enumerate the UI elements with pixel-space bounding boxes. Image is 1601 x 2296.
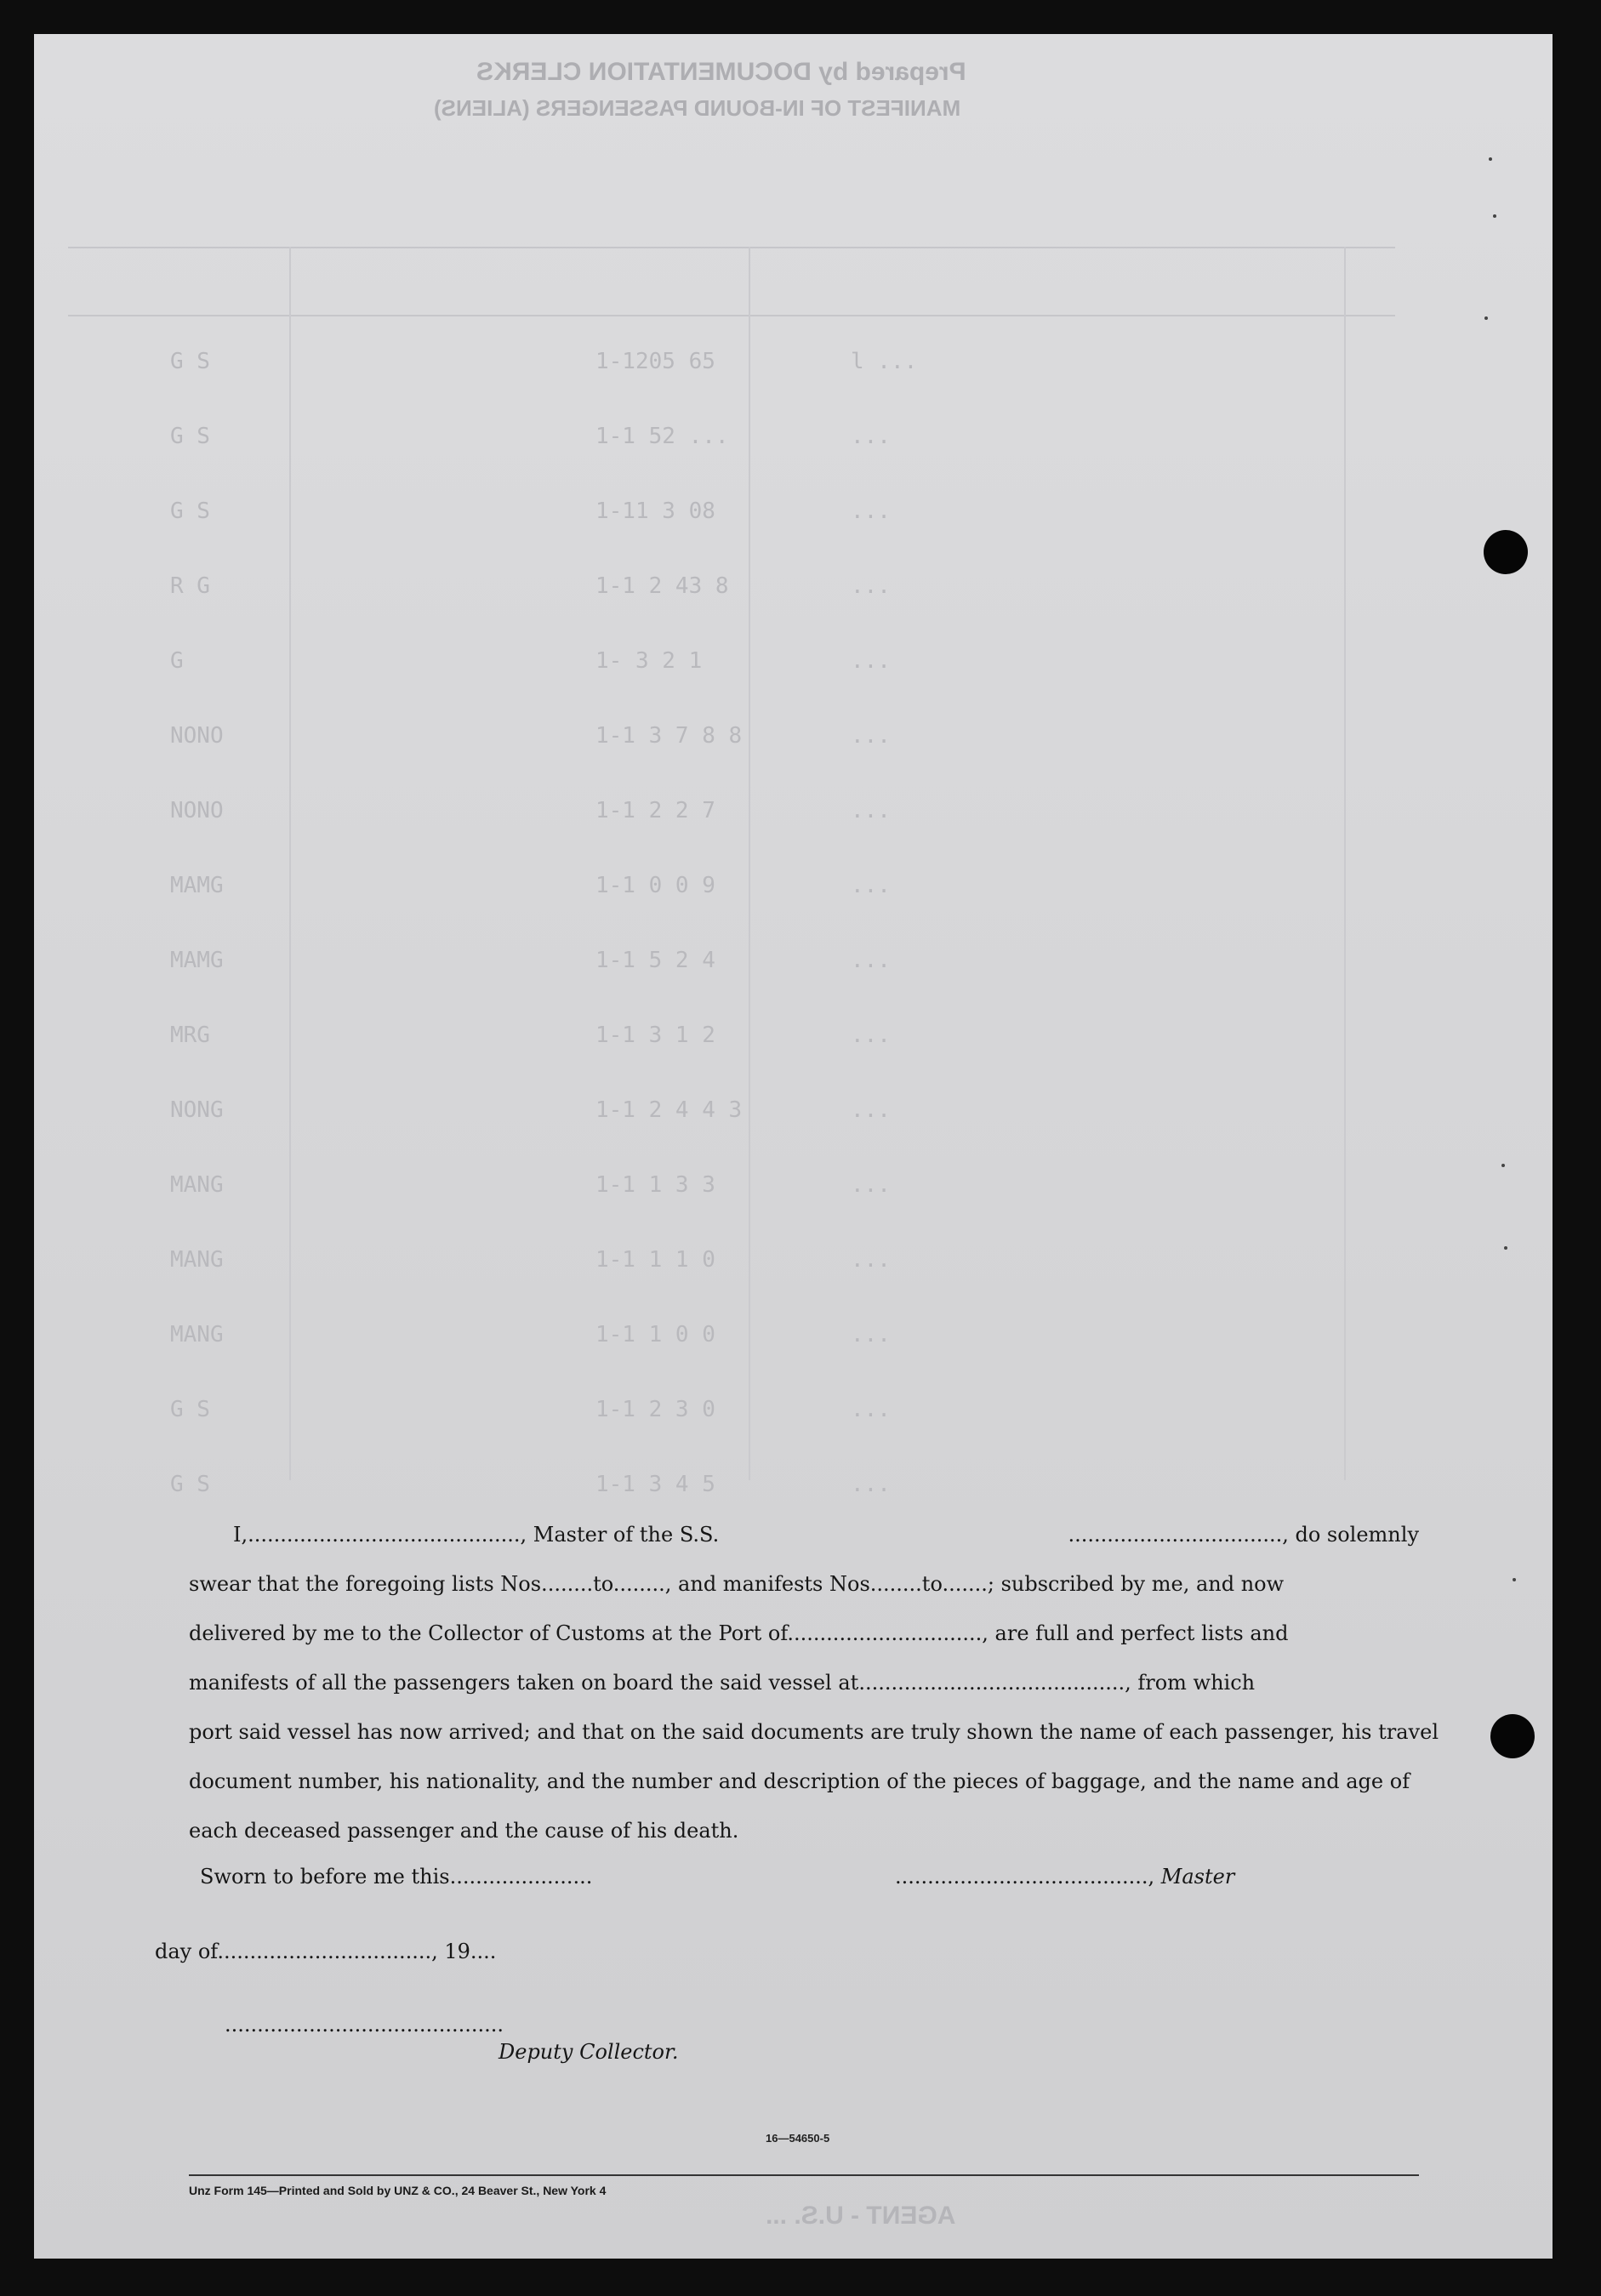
ghost-rule	[68, 315, 1395, 316]
bleed-cell: G	[170, 648, 184, 674]
bleed-cell: MANG	[170, 1172, 224, 1198]
oath-text: port said vessel has now arrived; and that on the said documents are truly shown the name of each passenger, his travel	[189, 1720, 1439, 1744]
bleed-cell: 1-1 2 4 4 3	[595, 1097, 743, 1123]
ghost-column-rule	[289, 247, 291, 1480]
speck	[1489, 157, 1492, 161]
bleed-cell: ...	[851, 424, 891, 449]
bleed-cell: 1- 3 2 1	[595, 648, 703, 674]
oath-block	[189, 1510, 1439, 1855]
bleed-cell: ...	[851, 573, 891, 599]
deputy-dots: ...........................................	[225, 2013, 504, 2037]
bleed-cell: ...	[851, 1247, 891, 1273]
manifest-page	[34, 34, 1553, 2259]
printer-imprint: Unz Form 145—Printed and Sold by UNZ & CO., 24 Beaver St., New York 4	[189, 2184, 607, 2197]
bleed-cell: ...	[851, 1172, 891, 1198]
bleed-cell: ...	[851, 499, 891, 524]
oath-line	[189, 1510, 1419, 1559]
speck	[1493, 214, 1496, 218]
bleed-cell: 1-11 3 08	[595, 499, 715, 524]
deputy-collector-label: Deputy Collector.	[499, 2040, 679, 2064]
day-of-line: day of................................., 19....	[155, 1940, 497, 1963]
speck	[1484, 316, 1488, 320]
bleed-cell: ...	[851, 723, 891, 749]
oath-line	[189, 1757, 1419, 1806]
oath-text: ................................., do solemnly	[1068, 1523, 1419, 1547]
bleed-cell: ...	[851, 648, 891, 674]
bleed-cell: l ...	[851, 349, 918, 374]
bleed-cell: 1-1 3 7 8 8	[595, 723, 743, 749]
bleed-cell: 1-1205 65	[595, 349, 715, 374]
bleed-cell: MANG	[170, 1322, 224, 1347]
speck	[1501, 1164, 1505, 1167]
bleed-cell: 1-1 5 2 4	[595, 948, 715, 973]
bleed-cell: 1-1 2 2 7	[595, 798, 715, 823]
punch-hole	[1490, 1714, 1535, 1758]
bleed-cell: MAMG	[170, 873, 224, 898]
bottom-bleed-text: AGENT - U.S. ...	[766, 2202, 956, 2230]
bleed-cell: ...	[851, 948, 891, 973]
bleed-cell: G S	[170, 499, 210, 524]
bleed-cell: G S	[170, 349, 210, 374]
master-label: Master	[1160, 1865, 1235, 1889]
bleed-cell: G S	[170, 1472, 210, 1497]
bleed-cell: MRG	[170, 1023, 210, 1048]
oath-text: manifests of all the passengers taken on board the said vessel at........................................., from which	[189, 1671, 1256, 1695]
master-dots: .......................................,	[895, 1865, 1155, 1889]
bleed-cell: MANG	[170, 1247, 224, 1273]
speck	[1504, 1246, 1507, 1250]
bleed-cell: 1-1 2 3 0	[595, 1397, 715, 1422]
bleed-title-2: MANIFEST OF IN-BOUND PASSENGERS (ALIENS)	[434, 95, 961, 121]
bleed-cell: 1-1 1 1 0	[595, 1247, 715, 1273]
bleed-cell: G S	[170, 424, 210, 449]
footer-rule	[189, 2174, 1419, 2176]
oath-line	[189, 1559, 1419, 1609]
bleed-cell: NONG	[170, 1097, 224, 1123]
oath-line	[189, 1806, 1419, 1855]
bleed-cell: ...	[851, 798, 891, 823]
sworn-line: Sworn to before me this......................	[200, 1865, 593, 1889]
bleed-cell: ...	[851, 1472, 891, 1497]
bleed-cell: ...	[851, 1397, 891, 1422]
form-code: 16—54650-5	[766, 2132, 830, 2145]
bleed-cell: 1-1 0 0 9	[595, 873, 715, 898]
bleed-cell: ...	[851, 1023, 891, 1048]
bleed-cell: ...	[851, 1322, 891, 1347]
ghost-column-rule	[749, 247, 750, 1480]
oath-text: document number, his nationality, and the number and description of the pieces of baggage, and the name and age of	[189, 1769, 1410, 1793]
bleed-cell: 1-1 1 0 0	[595, 1322, 715, 1347]
bleed-title-1: Prepared by DOCUMENTATION CLERKS	[476, 58, 966, 86]
punch-hole	[1484, 530, 1528, 574]
oath-line	[189, 1658, 1419, 1707]
bleed-cell: 1-1 1 3 3	[595, 1172, 715, 1198]
bleed-cell: 1-1 2 43 8	[595, 573, 729, 599]
bleed-cell: MAMG	[170, 948, 224, 973]
oath-text: delivered by me to the Collector of Customs at the Port of.............................., are full and perfect lists and	[189, 1621, 1289, 1645]
oath-line	[189, 1609, 1419, 1658]
master-signature-line	[895, 1865, 1234, 1889]
bleed-cell: NONO	[170, 723, 224, 749]
bleed-cell: 1-1 3 4 5	[595, 1472, 715, 1497]
speck	[1513, 1578, 1516, 1581]
bleed-cell: NONO	[170, 798, 224, 823]
oath-line	[189, 1707, 1439, 1757]
ghost-rule	[68, 247, 1395, 248]
oath-text: swear that the foregoing lists Nos........to........, and manifests Nos........to.......; subscribed by me, and now	[189, 1572, 1285, 1596]
oath-text: each deceased passenger and the cause of his death.	[189, 1819, 739, 1843]
bleed-cell: G S	[170, 1397, 210, 1422]
bleed-cell: ...	[851, 1097, 891, 1123]
bleed-cell: 1-1 52 ...	[595, 424, 729, 449]
bleed-cell: 1-1 3 1 2	[595, 1023, 715, 1048]
bleed-cell: R G	[170, 573, 210, 599]
ghost-column-rule	[1344, 247, 1346, 1480]
oath-text: I,.........................................., Master of the S.S.	[233, 1523, 720, 1547]
bleed-cell: ...	[851, 873, 891, 898]
